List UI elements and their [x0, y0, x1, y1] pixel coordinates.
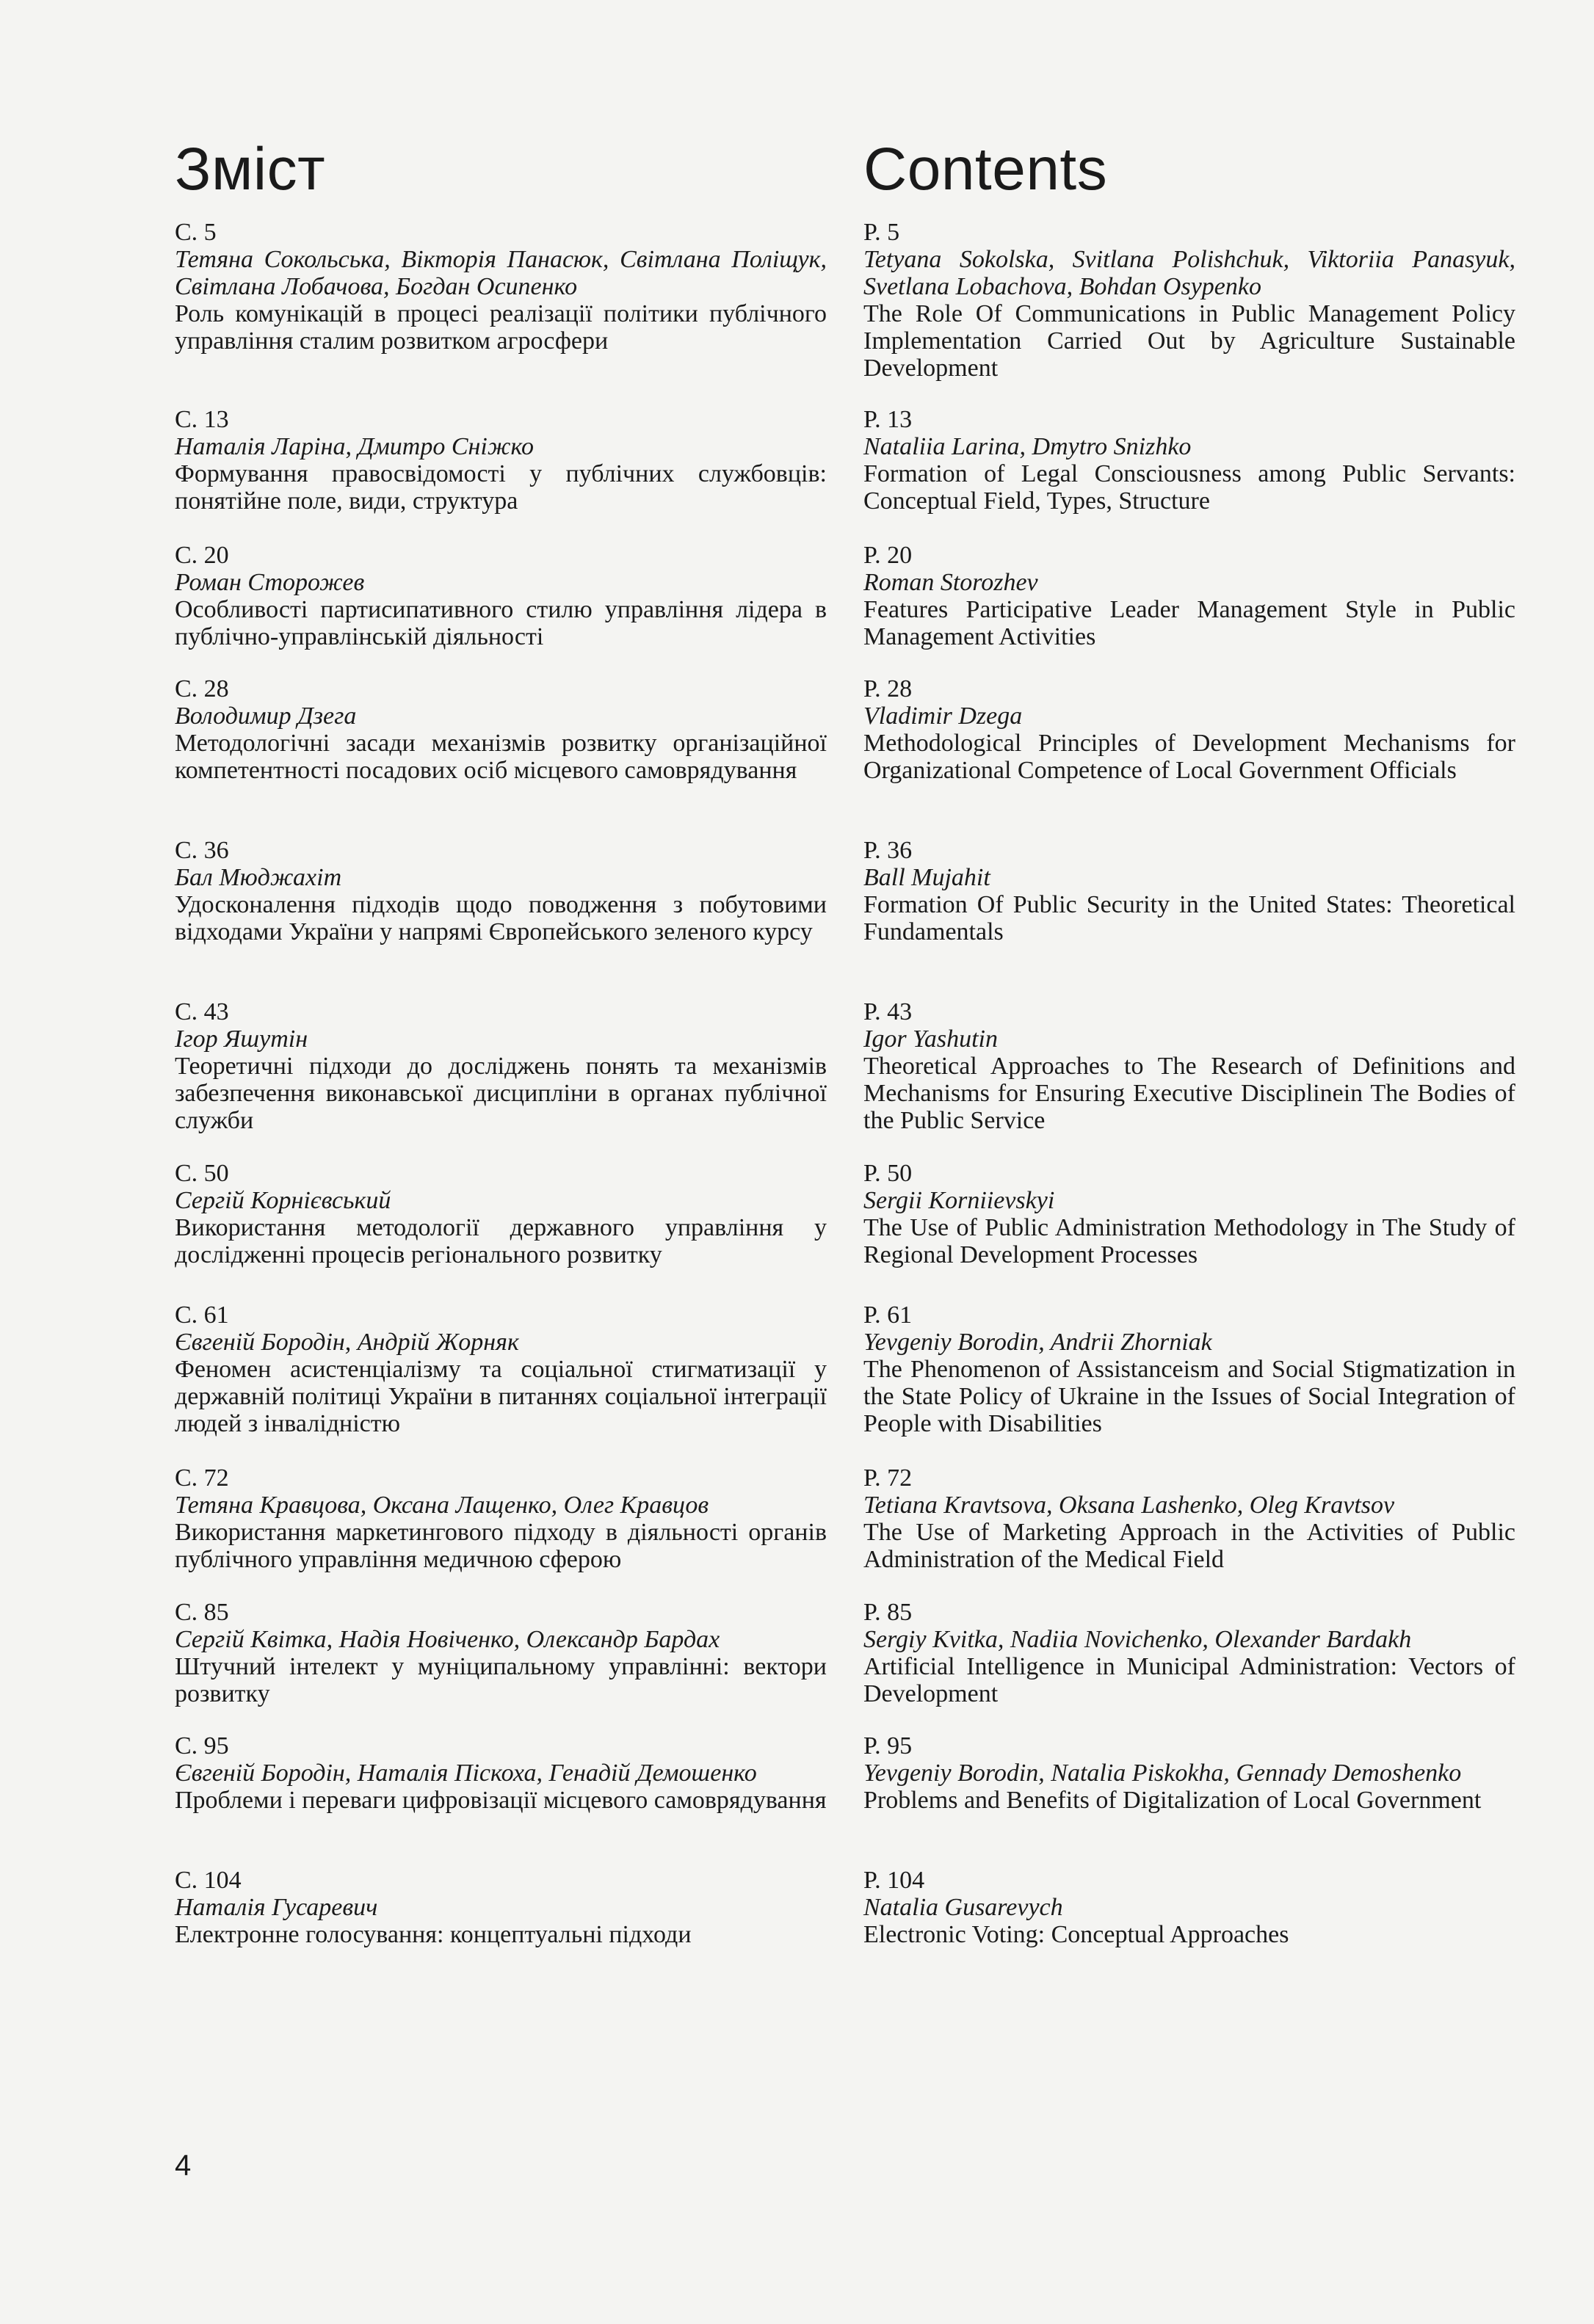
toc-article-title: Використання методології державного управління у дослідженні процесів регіонального розвитку [175, 1214, 827, 1268]
toc-entry[interactable] [863, 675, 1515, 784]
toc-page-ref: С. 43 [175, 998, 229, 1025]
toc-article-title: Особливості партисипативного стилю управління лідера в публічно-управлінській діяльності [175, 596, 827, 650]
page-number: 4 [175, 2149, 192, 2182]
toc-article-title: Роль комунікацій в процесі реалізації політики публічного управління сталим розвитком агросфери [175, 300, 827, 355]
toc-page-ref: P. 20 [863, 542, 913, 569]
toc-entry[interactable] [863, 837, 1515, 945]
toc-page-ref: P. 95 [863, 1732, 913, 1760]
toc-page-ref: P. 36 [863, 837, 913, 864]
toc-page-ref: С. 36 [175, 837, 229, 864]
toc-page-ref: С. 95 [175, 1732, 229, 1760]
toc-page-ref: P. 43 [863, 998, 913, 1025]
toc-page-ref: С. 50 [175, 1160, 229, 1187]
toc-entry[interactable] [175, 837, 827, 945]
toc-article-title: Феномен асистенціалізму та соціальної стигматизації у державній політиці України в питаннях соціальної інтеграції людей з інвалідністю [175, 1356, 827, 1437]
toc-authors: Vladimir Dzega [863, 702, 1023, 730]
toc-authors: Sergii Korniievskyi [863, 1187, 1055, 1214]
toc-article-title: The Use of Marketing Approach in the Activities of Public Administration of the Medical Field [863, 1519, 1515, 1573]
toc-article-title: Штучний інтелект у муніципальному управлінні: вектори розвитку [175, 1653, 827, 1707]
toc-authors: Ball Mujahit [863, 864, 990, 891]
toc-entry[interactable] [863, 1599, 1515, 1707]
contents-heading-ukrainian: Зміст [175, 136, 326, 203]
toc-article-title: Theoretical Approaches to The Research of Definitions and Mechanisms for Ensuring Executive Disciplinein The Bodies of the Public Service [863, 1053, 1515, 1134]
contents-heading-english: Contents [863, 136, 1108, 203]
toc-entry[interactable] [863, 1867, 1515, 1948]
toc-entry[interactable] [175, 406, 827, 515]
toc-entry[interactable] [175, 1867, 827, 1948]
toc-entry[interactable] [175, 1301, 827, 1437]
toc-page-ref: P. 28 [863, 675, 913, 702]
toc-article-title: Methodological Principles of Development Mechanisms for Organizational Competence of Local Government Officials [863, 730, 1515, 784]
toc-page-ref: С. 61 [175, 1301, 229, 1329]
toc-page-ref: P. 104 [863, 1867, 925, 1894]
toc-authors: Roman Storozhev [863, 569, 1038, 596]
toc-authors: Sergiy Kvitka, Nadiia Novichenko, Olexander Bardakh [863, 1626, 1412, 1653]
toc-article-title: Problems and Benefits of Digitalization of Local Government [863, 1787, 1482, 1814]
toc-entry[interactable] [175, 998, 827, 1134]
toc-authors: Natalia Gusarevych [863, 1894, 1063, 1921]
toc-entry[interactable] [175, 1599, 827, 1707]
toc-authors: Тетяна Кравцова, Оксана Лащенко, Олег Кравцов [175, 1492, 709, 1519]
toc-authors: Yevgeniy Borodin, Natalia Piskokha, Gennady Demoshenko [863, 1760, 1462, 1787]
toc-authors: Тетяна Сокольська, Вікторія Панасюк, Світлана Поліщук, Світлана Лобачова, Богдан Осипенко [175, 246, 827, 300]
toc-article-title: Features Participative Leader Management Style in Public Management Activities [863, 596, 1515, 650]
toc-article-title: Теоретичні підходи до досліджень понять та механізмів забезпечення виконавської дисципліни в органах публічної служби [175, 1053, 827, 1134]
toc-authors: Сергій Корнієвський [175, 1187, 391, 1214]
toc-page-ref: P. 5 [863, 219, 900, 246]
toc-page-ref: С. 85 [175, 1599, 229, 1626]
toc-page-ref: P. 50 [863, 1160, 913, 1187]
contents-column-english [863, 136, 1515, 1948]
toc-entry[interactable] [863, 406, 1515, 515]
toc-page-ref: P. 13 [863, 406, 913, 433]
toc-authors: Володимир Дзега [175, 702, 357, 730]
toc-entry[interactable] [863, 998, 1515, 1134]
toc-authors: Наталія Ларіна, Дмитро Сніжко [175, 433, 535, 460]
toc-authors: Igor Yashutin [863, 1025, 998, 1053]
toc-entry[interactable] [863, 219, 1515, 382]
toc-entry[interactable] [175, 1464, 827, 1573]
toc-entry[interactable] [863, 1301, 1515, 1437]
toc-authors: Наталія Гусаревич [175, 1894, 378, 1921]
toc-entry[interactable] [863, 542, 1515, 650]
toc-authors: Бал Мюджахіт [175, 864, 342, 891]
toc-article-title: The Phenomenon of Assistanceism and Social Stigmatization in the State Policy of Ukraine in the Issues of Social Integration of People with Disabilities [863, 1356, 1515, 1437]
toc-entry[interactable] [175, 1160, 827, 1268]
toc-authors: Ігор Яшутін [175, 1025, 308, 1053]
toc-entry[interactable] [175, 675, 827, 784]
toc-authors: Євгеній Бородін, Андрій Жорняк [175, 1329, 519, 1356]
toc-article-title: Використання маркетингового підходу в діяльності органів публічного управління медичною сферою [175, 1519, 827, 1573]
toc-page-ref: P. 61 [863, 1301, 913, 1329]
toc-article-title: The Use of Public Administration Methodology in The Study of Regional Development Processes [863, 1214, 1515, 1268]
toc-entry[interactable] [175, 1732, 827, 1814]
toc-article-title: Формування правосвідомості у публічних службовців: понятійне поле, види, структура [175, 460, 827, 515]
toc-page-ref: С. 20 [175, 542, 229, 569]
toc-authors: Сергій Квітка, Надія Новіченко, Олександр Бардах [175, 1626, 720, 1653]
toc-authors: Євгеній Бородін, Наталія Піскоха, Генадій Демошенко [175, 1760, 757, 1787]
toc-entry[interactable] [863, 1732, 1515, 1814]
toc-article-title: Удосконалення підходів щодо поводження з побутовими відходами України у напрямі Європейського зеленого курсу [175, 891, 827, 945]
toc-article-title: Formation of Legal Consciousness among Public Servants: Conceptual Field, Types, Structure [863, 460, 1515, 515]
toc-page-ref: С. 28 [175, 675, 229, 702]
toc-authors: Tetiana Kravtsova, Oksana Lashenko, Oleg Kravtsov [863, 1492, 1395, 1519]
toc-authors: Yevgeniy Borodin, Andrii Zhorniak [863, 1329, 1212, 1356]
toc-article-title: Formation Of Public Security in the United States: Theoretical Fundamentals [863, 891, 1515, 945]
toc-page-ref: С. 72 [175, 1464, 229, 1492]
toc-authors: Tetyana Sokolska, Svitlana Polishchuk, Viktoriia Panasyuk, Svetlana Lobachova, Bohdan Osypenko [863, 246, 1515, 300]
toc-article-title: Artificial Intelligence in Municipal Administration: Vectors of Development [863, 1653, 1515, 1707]
toc-authors: Nataliia Larina, Dmytro Snizhko [863, 433, 1192, 460]
toc-article-title: Електронне голосування: концептуальні підходи [175, 1921, 692, 1948]
toc-entry[interactable] [863, 1160, 1515, 1268]
toc-article-title: Проблеми і переваги цифровізації місцевого самоврядування [175, 1787, 827, 1814]
toc-article-title: Методологічні засади механізмів розвитку організаційної компетентності посадових осіб місцевого самоврядування [175, 730, 827, 784]
toc-entry[interactable] [175, 542, 827, 650]
toc-article-title: Electronic Voting: Conceptual Approaches [863, 1921, 1289, 1948]
toc-page-ref: С. 104 [175, 1867, 242, 1894]
toc-article-title: The Role Of Communications in Public Management Policy Implementation Carried Out by Agriculture Sustainable Development [863, 300, 1515, 382]
toc-page-ref: P. 85 [863, 1599, 913, 1626]
toc-authors: Роман Сторожев [175, 569, 365, 596]
toc-page-ref: С. 13 [175, 406, 229, 433]
toc-entry[interactable] [175, 219, 827, 355]
toc-page-ref: С. 5 [175, 219, 217, 246]
toc-entry[interactable] [863, 1464, 1515, 1573]
toc-page-ref: P. 72 [863, 1464, 913, 1492]
contents-column-ukrainian [175, 136, 827, 1948]
